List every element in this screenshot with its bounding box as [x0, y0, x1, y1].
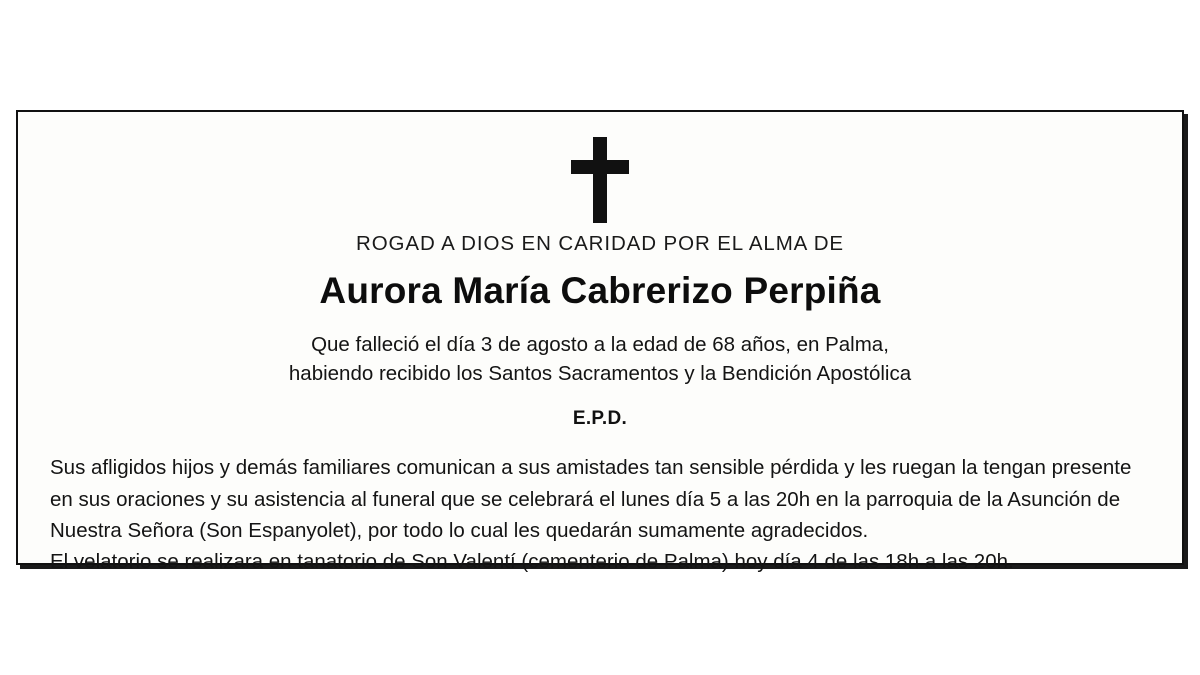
invocation-text: ROGAD A DIOS EN CARIDAD POR EL ALMA DE — [356, 232, 844, 255]
funeral-information — [46, 452, 1154, 577]
cross-icon — [46, 134, 1154, 226]
obituary-content — [18, 112, 1182, 588]
death-details-line-2: habiendo recibido los Santos Sacramentos y la Bendición Apostólica — [288, 362, 912, 386]
death-details-line-1: Que falleció el día 3 de agosto a la edad de 68 años, en Palma, — [311, 333, 889, 356]
funeral-paragraph-1: Sus afligidos hijos y demás familiares comunican a sus amistades tan sensible pérdida y les ruegan la tengan presente en sus oraciones y su asistencia al funeral que se celebrará el lunes día 5 a las 20h en la parroquia de la Asunción de Nuestra Señora (Son Espanyolet), por todo lo cual les quedarán sumamente agradecidos. — [50, 456, 1132, 542]
obituary-card — [16, 110, 1184, 574]
funeral-paragraph-2: El velatorio se realizara en tanatorio de Son Valentí (cementerio de Palma) hoy día 4 de las 18h a las 20h. — [50, 550, 1014, 574]
epd-abbreviation: E.P.D. — [572, 408, 628, 430]
death-details — [46, 330, 1154, 388]
deceased-name: Aurora María Cabrerizo Perpiña — [319, 270, 881, 311]
